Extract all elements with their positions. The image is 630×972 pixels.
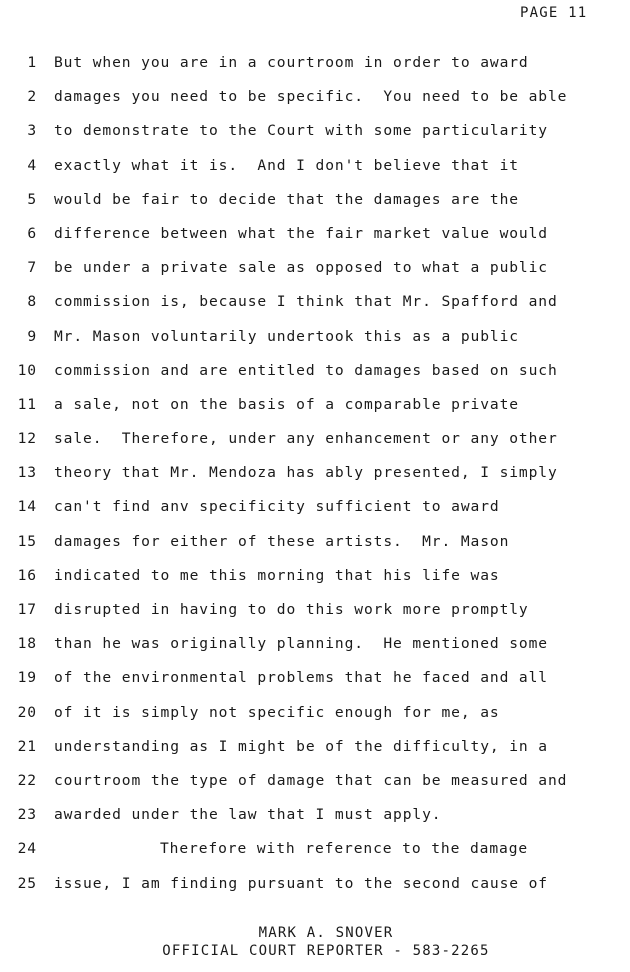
line-number: 23 <box>17 806 37 824</box>
line-text: But when you are in a courtroom in order to award <box>54 54 529 71</box>
line-number: 3 <box>27 122 37 140</box>
transcript-line <box>0 601 630 635</box>
transcript-line <box>0 430 630 464</box>
transcript-line <box>0 806 630 840</box>
line-number: 21 <box>17 737 37 755</box>
line-text: can't find anv specificity sufficient to award <box>54 498 500 516</box>
line-number: 8 <box>27 293 37 311</box>
line-text: damages you need to be specific. You need to be able <box>54 88 568 106</box>
line-number: 6 <box>27 224 37 242</box>
line-number: 13 <box>17 464 37 482</box>
line-text: sale. Therefore, under any enhancement or any other <box>54 430 558 448</box>
line-number: 16 <box>17 566 37 584</box>
line-number: 1 <box>27 54 37 71</box>
line-number: 18 <box>17 635 37 653</box>
transcript-line <box>0 362 630 396</box>
page-number: PAGE 11 <box>520 5 588 21</box>
reporter-name: MARK A. SNOVER <box>258 925 394 941</box>
line-text: would be fair to decide that the damages are the <box>54 190 519 208</box>
transcript-line <box>0 259 630 293</box>
transcript-line <box>0 157 630 191</box>
transcript-line <box>0 191 630 225</box>
line-text: commission is, because I think that Mr. Spafford and <box>54 293 558 311</box>
line-text: than he was originally planning. He mentioned some <box>54 635 548 653</box>
line-text: theory that Mr. Mendoza has ably presented, I simply <box>54 464 558 482</box>
line-number: 2 <box>27 88 37 106</box>
line-number: 10 <box>17 361 37 379</box>
transcript-line <box>0 772 630 806</box>
line-text: difference between what the fair market value would <box>54 224 548 242</box>
line-text: of the environmental problems that he faced and all <box>54 669 548 687</box>
transcript-line <box>0 669 630 703</box>
line-number: 17 <box>17 601 37 618</box>
line-text: commission and are entitled to damages based on such <box>54 361 558 379</box>
transcript-line <box>0 738 630 772</box>
line-number: 4 <box>27 156 37 174</box>
transcript-line <box>0 54 630 88</box>
transcript-line <box>0 464 630 498</box>
line-number: 5 <box>27 190 37 208</box>
transcript-line <box>0 567 630 601</box>
line-text: exactly what it is. And I don't believe that it <box>54 156 519 174</box>
line-text: courtroom the type of damage that can be measured and <box>54 771 568 789</box>
line-text: damages for either of these artists. Mr. Mason <box>54 532 510 550</box>
line-text: indicated to me this morning that his life was <box>54 566 500 584</box>
transcript-line <box>0 498 630 532</box>
line-number: 22 <box>17 771 37 789</box>
transcript-line <box>0 704 630 738</box>
reporter-title: OFFICIAL COURT REPORTER - 583-2265 <box>162 943 490 959</box>
transcript-line <box>0 840 630 874</box>
line-text: to demonstrate to the Court with some particularity <box>54 122 548 140</box>
transcript-body <box>0 54 630 909</box>
line-text: awarded under the law that I must apply. <box>54 806 442 824</box>
transcript-line <box>0 396 630 430</box>
line-text: of it is simply not specific enough for me, as <box>54 703 500 721</box>
line-number: 12 <box>17 430 37 448</box>
line-number: 20 <box>17 703 37 721</box>
line-number: 15 <box>17 532 37 550</box>
line-number: 19 <box>17 669 37 687</box>
transcript-line <box>0 635 630 669</box>
line-text: Mr. Mason voluntarily undertook this as a public <box>54 327 519 345</box>
line-text: disrupted in having to do this work more promptly <box>54 601 529 618</box>
line-text: Therefore with reference to the damage <box>160 840 529 858</box>
line-text: be under a private sale as opposed to what a public <box>54 259 548 277</box>
transcript-line <box>0 122 630 156</box>
transcript-line <box>0 328 630 362</box>
reporter-footer <box>0 924 630 960</box>
transcript-line <box>0 225 630 259</box>
line-number: 7 <box>27 259 37 277</box>
line-number: 11 <box>17 395 37 413</box>
line-text: understanding as I might be of the difficulty, in a <box>54 737 548 755</box>
line-number: 25 <box>17 874 37 892</box>
line-number: 24 <box>17 840 37 858</box>
line-number: 14 <box>17 498 37 516</box>
transcript-line <box>0 88 630 122</box>
line-text: a sale, not on the basis of a comparable private <box>54 395 519 413</box>
line-number: 9 <box>27 327 37 345</box>
transcript-line <box>0 293 630 327</box>
transcript-line <box>0 533 630 567</box>
line-text: issue, I am finding pursuant to the second cause of <box>54 874 548 892</box>
transcript-line <box>0 875 630 909</box>
